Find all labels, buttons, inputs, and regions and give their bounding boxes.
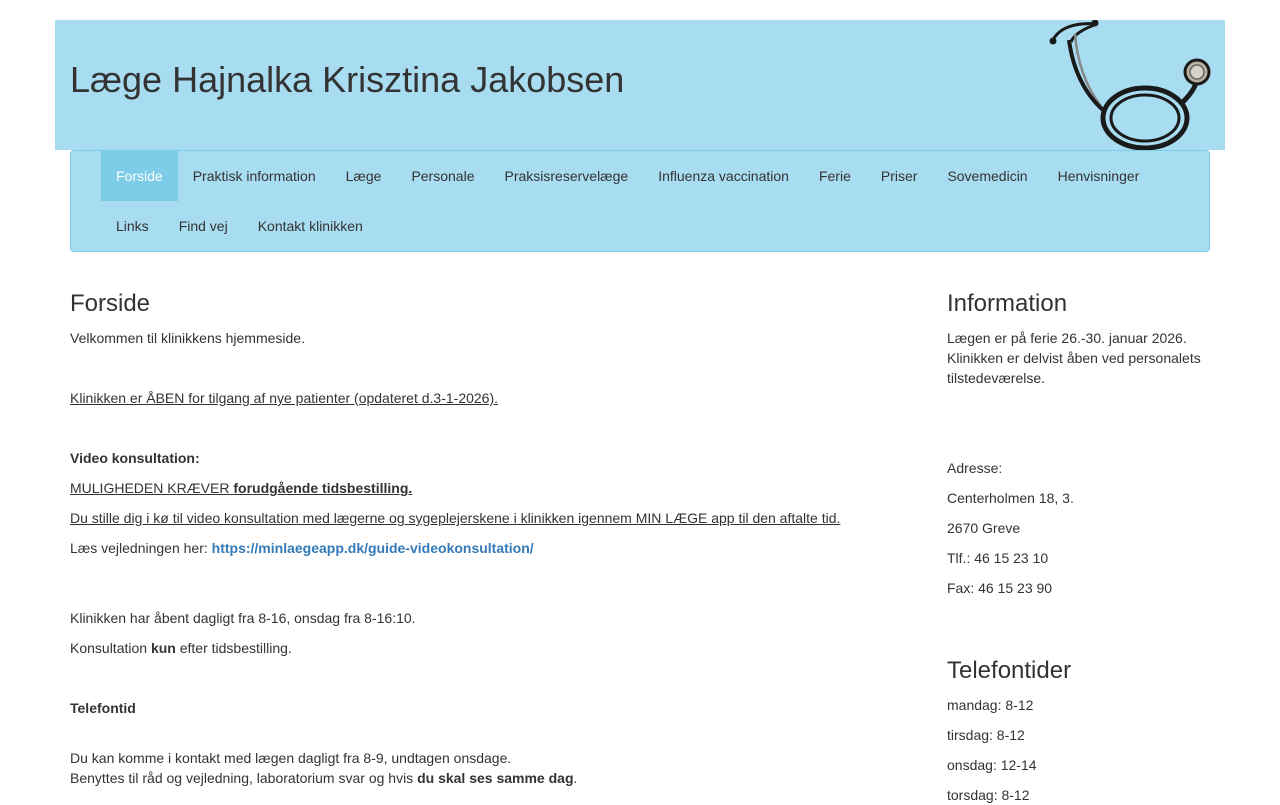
page-heading: Forside [70,290,151,317]
guide-link[interactable]: https://minlaegeapp.dk/guide-videokonsultation/ [211,540,534,556]
consult-bold: kun [150,640,176,656]
video-req-bold: forudgående tidsbestilling. [233,480,413,496]
opening-hours: Klinikken har åbent dagligt fra 8-16, onsdag fra 8-16:10. [70,610,416,626]
nav-item-forside[interactable]: Forside [101,151,178,201]
site-header [55,20,1225,150]
nav-row-1 [101,151,1154,201]
nav-item-personale[interactable]: Personale [411,168,475,184]
phone-line2-bold: du skal ses samme dag [417,770,574,786]
video-title-text: Video konsultation: [70,450,200,466]
video-requirement [70,478,870,498]
nav-item-ferie[interactable]: Ferie [818,168,851,184]
main-nav [70,150,1210,252]
address-label: Adresse: [947,460,1003,476]
nav-item-find-vej[interactable]: Find vej [178,218,228,234]
phone-line-2 [70,768,870,788]
nav-item-sovemedicin[interactable]: Sovemedicin [947,168,1028,184]
consultation-note [70,638,870,658]
nav-item-kontakt-klinikken[interactable]: Kontakt klinikken [257,218,363,234]
video-queue [70,508,870,528]
phone-line2-prefix: Benyttes til råd og vejledning, laboratorium svar og hvis [70,770,418,786]
phone-time-item: torsdag: 8-12 [947,787,1030,803]
phone-time-item: mandag: 8-12 [947,697,1034,713]
video-req-underline [70,480,412,496]
nav-item-priser[interactable]: Priser [880,168,918,184]
nav-item-praksisreservelaege[interactable]: Praksisreservelæge [504,168,629,184]
video-queue-text: Du stille dig i kø til video konsultation med lægerne og sygeplejerskene i klinikken igennem MIN LÆGE app til den aftalte tid. [70,510,841,526]
main-content [70,286,870,788]
sidebar [947,286,1217,805]
nav-row-2 [101,201,378,251]
nav-item-links[interactable]: Links [116,218,149,234]
fax-number: Fax: 46 15 23 90 [947,580,1053,596]
phone-title-text: Telefontid [70,700,136,716]
phone-line-1: Du kan komme i kontakt med lægen dagligt fra 8-9, undtagen onsdage. [70,750,512,766]
guide-prefix: Læs vejledningen her: [70,540,212,556]
nav-item-praktisk-information[interactable]: Praktisk information [192,168,316,184]
consult-suffix: efter tidsbestilling. [175,640,292,656]
video-title [70,448,870,468]
phone-time-item: tirsdag: 8-12 [947,727,1025,743]
info-heading: Information [947,290,1068,317]
nav-item-laege[interactable]: Læge [345,168,382,184]
phone-time-item: onsdag: 12-14 [947,757,1037,773]
phone-times-heading: Telefontider [947,657,1072,684]
address-street: Centerholmen 18, 3. [947,490,1074,506]
open-notice-text: Klinikken er ÅBEN for tilgang af nye patienter (opdateret d.3-1-2026). [70,390,499,406]
video-req-prefix: MULIGHEDEN KRÆVER [70,480,234,496]
stethoscope-icon [1045,20,1215,152]
guide-line [70,538,870,558]
welcome-text: Velkommen til klinikkens hjemmeside. [70,330,305,346]
open-notice [70,388,870,408]
phone-number: Tlf.: 46 15 23 10 [947,550,1049,566]
nav-item-influenza-vaccination[interactable]: Influenza vaccination [658,168,789,184]
phone-title [70,698,870,718]
address-city: 2670 Greve [947,520,1021,536]
nav-item-henvisninger[interactable]: Henvisninger [1057,168,1140,184]
phone-line2-suffix: . [573,770,578,786]
consult-prefix: Konsultation [70,640,151,656]
info-text: Lægen er på ferie 26.-30. januar 2026. Klinikken er delvist åben ved personalets tilstedeværelse. [947,330,1201,386]
site-title[interactable]: Læge Hajnalka Krisztina Jakobsen [70,59,625,100]
